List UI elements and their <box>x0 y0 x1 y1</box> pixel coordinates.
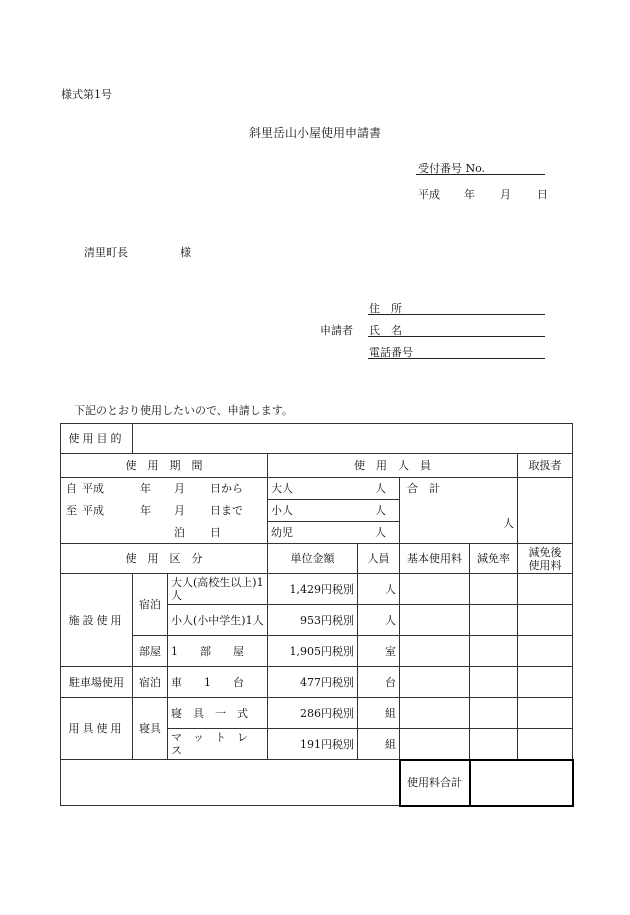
address-label: 住 所 <box>369 302 402 315</box>
infant-count[interactable]: 幼児 人 <box>268 522 400 544</box>
remarks-area[interactable] <box>61 760 400 806</box>
equipment-use-group: 用具使用 <box>61 698 133 760</box>
name-field[interactable] <box>368 336 545 337</box>
period-header: 使 用 期 間 <box>61 454 268 478</box>
discount-field[interactable] <box>470 605 518 636</box>
purpose-label: 使用目的 <box>61 424 133 454</box>
bedding-sub: 寝具 <box>133 698 168 760</box>
category-header: 使 用 区 分 <box>61 544 268 574</box>
receipt-era: 平成 <box>418 188 440 201</box>
addressee-honorific: 様 <box>180 246 191 259</box>
purpose-field[interactable] <box>133 424 573 454</box>
after-discount-field[interactable] <box>518 729 573 760</box>
discount-field[interactable] <box>470 698 518 729</box>
after-discount-field[interactable] <box>518 636 573 667</box>
discount-field[interactable] <box>470 636 518 667</box>
child-count[interactable]: 小人 人 <box>268 500 400 522</box>
count-field[interactable]: 台 <box>358 667 400 698</box>
unit-price-header: 単位金額 <box>268 544 358 574</box>
adult-count[interactable]: 大人 人 <box>268 478 400 500</box>
receipt-month: 月 <box>500 188 511 201</box>
unit-price: 286円税別 <box>268 698 358 729</box>
applicant-label: 申請者 <box>320 324 353 337</box>
receipt-number-line[interactable] <box>416 174 545 175</box>
after-discount-field[interactable] <box>518 605 573 636</box>
item-label: 小人(小中学生)1人 <box>168 605 268 636</box>
unit-price: 953円税別 <box>268 605 358 636</box>
unit-price: 1,429円税別 <box>268 574 358 605</box>
item-label: 1 部 屋 <box>168 636 268 667</box>
table-row <box>61 636 573 667</box>
room-sub: 部屋 <box>133 636 168 667</box>
count-field[interactable]: 人 <box>358 605 400 636</box>
count-field[interactable]: 組 <box>358 729 400 760</box>
table-row <box>61 574 573 605</box>
basic-fee-field[interactable] <box>400 605 470 636</box>
count-field[interactable]: 組 <box>358 698 400 729</box>
count-field[interactable]: 人 <box>358 574 400 605</box>
phone-label: 電話番号 <box>369 346 413 359</box>
item-label: 大人(高校生以上)1人 <box>168 574 268 605</box>
discount-field[interactable] <box>470 667 518 698</box>
basic-fee-header: 基本使用料 <box>400 544 470 574</box>
lodging-sub: 宿泊 <box>133 667 168 698</box>
discount-header: 減免率 <box>470 544 518 574</box>
table-row <box>61 667 573 698</box>
table-row <box>61 698 573 729</box>
people-header: 使 用 人 員 <box>268 454 518 478</box>
item-label: 寝 具 一 式 <box>168 698 268 729</box>
period-from[interactable]: 自 平成 年 月 日から <box>61 478 268 500</box>
grand-total-label: 使用料合計 <box>400 760 470 806</box>
basic-fee-field[interactable] <box>400 698 470 729</box>
document-title: 斜里岳山小屋使用申請書 <box>248 126 381 140</box>
after-discount-field[interactable] <box>518 667 573 698</box>
after-discount-field[interactable] <box>518 574 573 605</box>
discount-field[interactable] <box>470 729 518 760</box>
form-number: 様式第1号 <box>61 88 112 101</box>
item-label: マ ッ ト レ ス <box>168 729 268 760</box>
basic-fee-field[interactable] <box>400 574 470 605</box>
phone-field[interactable] <box>368 358 545 359</box>
lodging-sub: 宿泊 <box>133 574 168 636</box>
after-discount-header: 減免後 使用料 <box>518 544 573 574</box>
item-label: 車 1 台 <box>168 667 268 698</box>
unit-price: 1,905円税別 <box>268 636 358 667</box>
nights-field[interactable]: 泊 日 <box>61 522 268 544</box>
basic-fee-field[interactable] <box>400 636 470 667</box>
parking-use-group: 駐車場使用 <box>61 667 133 698</box>
basic-fee-field[interactable] <box>400 729 470 760</box>
receipt-day: 日 <box>537 188 548 201</box>
count-header: 人員 <box>358 544 400 574</box>
discount-field[interactable] <box>470 574 518 605</box>
people-total[interactable]: 合 計 人 <box>400 478 518 544</box>
addressee-name: 清里町長 <box>84 246 128 259</box>
unit-price: 477円税別 <box>268 667 358 698</box>
facility-use-group: 施設使用 <box>61 574 133 667</box>
name-label: 氏 名 <box>369 324 402 337</box>
address-field[interactable] <box>368 314 545 315</box>
unit-price: 191円税別 <box>268 729 358 760</box>
count-field[interactable]: 室 <box>358 636 400 667</box>
basic-fee-field[interactable] <box>400 667 470 698</box>
period-to[interactable]: 至 平成 年 月 日まで <box>61 500 268 522</box>
grand-total-field[interactable] <box>470 760 573 806</box>
handler-field[interactable] <box>518 478 573 544</box>
intro-text: 下記のとおり使用したいので、申請します。 <box>74 404 293 417</box>
receipt-number-label: 受付番号 No. <box>418 162 486 175</box>
after-discount-field[interactable] <box>518 698 573 729</box>
receipt-year: 年 <box>464 188 475 201</box>
application-table <box>60 423 574 807</box>
handler-header: 取扱者 <box>518 454 573 478</box>
